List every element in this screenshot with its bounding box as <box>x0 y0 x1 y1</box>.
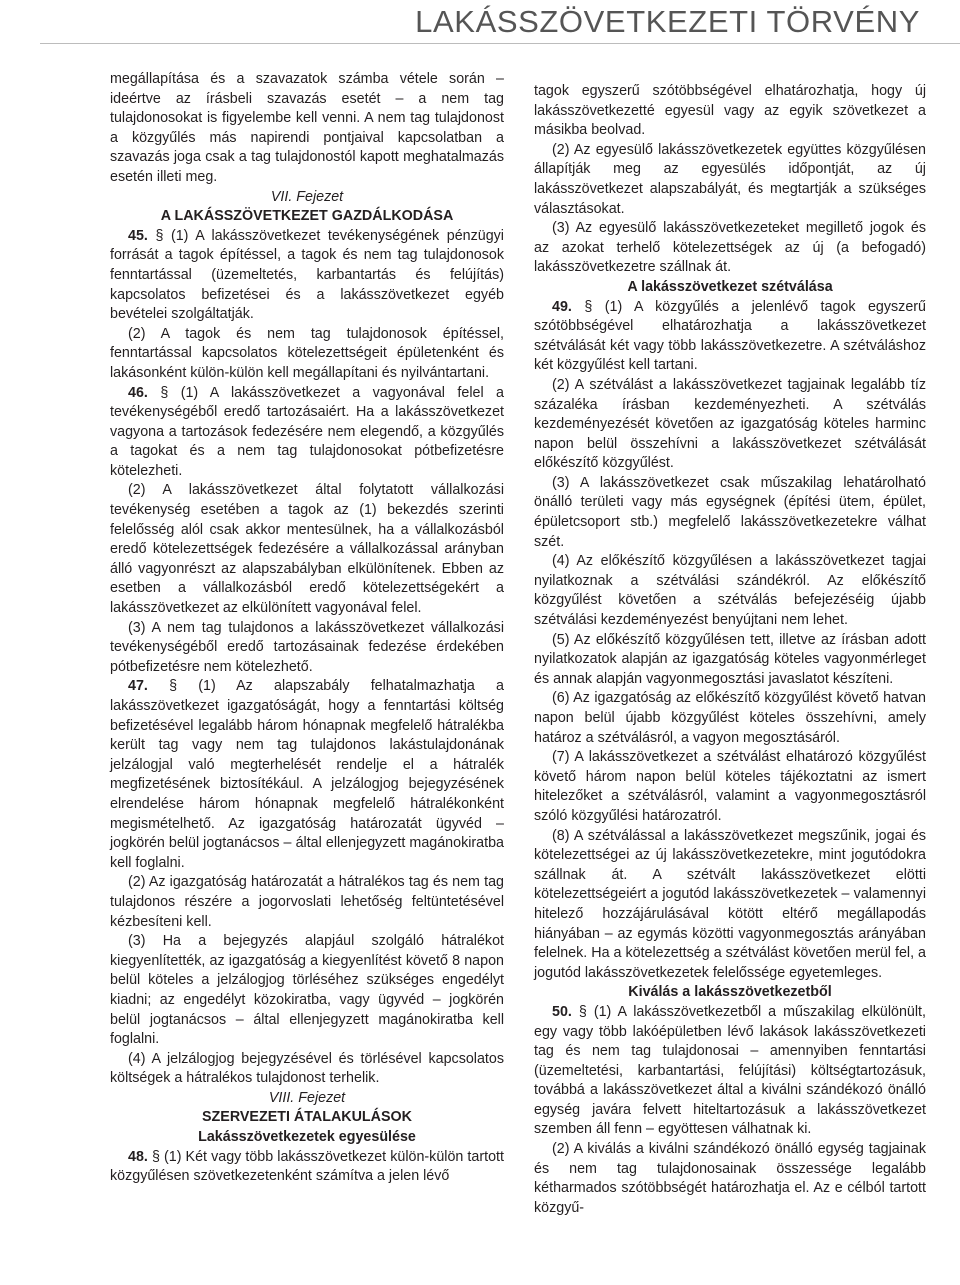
subheading: A lakásszövetkezet szétválása <box>627 278 833 295</box>
chapter-heading: VII. Fejezet <box>270 188 344 205</box>
section-number: 45. <box>128 227 148 244</box>
paragraph: (2) A szétválást a lakásszövetkezet tagjainak legalább tíz százaléka írásban kezdeményezheti. A szétválás kezdeményezését követően az igazgatóság köteles harminc napon belül összehívni a lakásszövetkezet szétválását előkészítő közgyűlést. <box>534 376 926 472</box>
paragraph: megállapítása és a szavazatok számba vétele során – ideértve az írásbeli szavazás esetét – a nem tag tulajdonosokat is figyelembe kell venni. A nem tag tulajdonost a közgyűlés más napirendi pontjaival kapcsolatban a szavazás joga csak a tag tulajdonostól kapott meghatalmazás esetén illeti meg. <box>110 71 504 185</box>
chapter-title: A LAKÁSSZÖVETKEZET GAZDÁLKODÁSA <box>160 208 454 225</box>
right-column <box>534 82 926 1218</box>
paragraph: (4) Az előkészítő közgyűlésen a lakásszövetkezet tagjai nyilatkoznak a szétválási szándékról. Az előkészítő közgyűlést követően a szétválás befejezéséig újabb szétválási kezdeményezést benyújtani nem lehet. <box>534 553 926 629</box>
paragraph: tagok egyszerű szótöbbségével elhatározhatja, hogy új lakásszövetkezetté egyesül vagy az egyik szövetkezet a másikba beolvad. <box>534 83 926 139</box>
paragraph: (2) A lakásszövetkezet által folytatott vállalkozási tevékenység esetében a tagok az (1) bekezdés szerinti felelősség alól csak akkor mentesülnek, ha a vállalkozásból eredő kötelezettségek fedezésére a vállalkozással arányban álló vagyonrészt az alapszabályban elkülönítenek. Ebben az esetben a vállalkozásból eredő kötelezettségekért a lakásszövetkezet az elkülönített vagyonával felel. <box>110 482 504 617</box>
section-45 <box>110 227 504 325</box>
paragraph: § (1) A lakásszövetkezetből a műszakilag elkülönült, egy vagy több lakóépületben lévő lakások lakásszövetkezeti tag és nem tag tulajdonosai – amennyiben fenntartási (üzemeltetési, karbantartási, felújítási) költségtartozásuk, továbbá a lakásszövetkezet által a kiválni szándékozó önálló egység javára felvett hiteltartozásuk a lakásszövetkezet szemben áll fenn – egyöttesen válhatnak ki. <box>534 1003 926 1138</box>
paragraph: § (1) A lakásszövetkezet tevékenységének pénzügyi forrását a tagok építéssel, a tagok és nem tag tulajdonosok fenntartással (üzemeltetés, karbantartás és felújítás) kapcsolatos befizetései és a lakásszövetkezet egyéb bevételei szolgáltatják. <box>110 227 504 323</box>
section-48 <box>110 1148 504 1187</box>
paragraph: (5) Az előkészítő közgyűlésen tett, illetve az írásban adott nyilatkozatok alapján az igazgatóság köteles vagyonmérleget és annak alapján vagyonmegosztási javaslatot készíteni. <box>534 631 926 687</box>
section-number: 50. <box>552 1003 572 1020</box>
paragraph: (3) A lakásszövetkezet csak műszakilag lehatárolható önálló területi vagy más egységnek (építési ütem, épület, épületcsoport stb.) megfelelő lakásszövetkezetekre válhat szét. <box>534 474 926 550</box>
paragraph: § (1) A közgyűlés a jelenlévő tagok egyszerű szótöbbségével elhatározhatja a lakásszövetkezet szétválását két vagy több lakásszövetkezetre. A szétváláshoz két közgyűlést kell tartani. <box>534 298 926 374</box>
paragraph: (6) Az igazgatóság az előkészítő közgyűlést követő hatvan napon belül újabb közgyűlést köteles összehívni, amely határoz a szétválásról, a vagyon megosztásáról. <box>534 690 926 746</box>
section-47 <box>110 677 504 873</box>
paragraph: § (1) Két vagy több lakásszövetkezet külön-külön tartott közgyűlésen szövetkezetenként számítva a jelen lévő <box>110 1148 504 1185</box>
section-50 <box>534 1003 926 1140</box>
paragraph: (2) A tagok és nem tag tulajdonosok építéssel, fenntartással kapcsolatos kötelezettségeit épületenként és lakásonként külön-külön kell megállapítani és nyilvántartani. <box>110 325 504 381</box>
paragraph: (2) Az egyesülő lakásszövetkezetek együttes közgyűlésen állapítják meg az egyesülés időpontját, az új lakásszövetkezet alapszabályát, és megtartják a szükséges választásokat. <box>534 141 926 217</box>
left-column <box>110 70 504 1187</box>
section-49 <box>534 298 926 376</box>
paragraph: (3) A nem tag tulajdonos a lakásszövetkezet vállalkozási tevékenységéből eredő tartozásainak fedezése érdekében pótbefizetésre nem kötelezhető. <box>110 619 504 675</box>
chapter-heading: VIII. Fejezet <box>268 1089 346 1106</box>
chapter-title: SZERVEZETI ÁTALAKULÁSOK <box>202 1109 412 1126</box>
section-number: 49. <box>552 298 572 315</box>
paragraph: (7) A lakásszövetkezet a szétválást elhatározó közgyűlést követő három napon belül köteles tájékoztatni az ismert hitelezőket a szétválásról, valamint a vagyonmegosztásról szóló közgyűlési határozatról. <box>534 749 926 824</box>
paragraph: (8) A szétválással a lakásszövetkezet megszűnik, jogai és kötelezettségei az új lakásszövetkezetekre, mint jogutódokra szállnak át. A szétvált lakásszövetkezet elötti kötelezettségeiért a jogutód lakásszövetkezetek – valamennyi hitelező hozzájárulásával kötött eltérő megállapodás hiányában – az egymás közötti vagyonmegosztás arányában felelnek. Ha a kötelezettség a szétválást követően merül fel, a jogutód lakásszövetkezetek felelőssége egyetemleges. <box>534 827 926 981</box>
paragraph: (2) A kiválás a kiválni szándékozó önálló egység tagjainak és nem tag tulajdonosainak összessége legalább kétharmados szótöbbségét határozhatja el. Az e célból tartott közgyű- <box>534 1141 926 1216</box>
subheading: Lakásszövetkezetek egyesülése <box>198 1129 416 1146</box>
section-number: 46. <box>128 384 148 401</box>
paragraph: § (1) Az alapszabály felhatalmazhatja a lakásszövetkezet igazgatóságát, hogy a fenntartási költség befizetésével legalább három hónapnak megfelelő hátralékba került tag vagy nem tag tulajdonos lakástulajdonának jelzálogjal való megterhelését rendelje el a hátralék megfizetésének biztosítékául. A jelzálogjog bejegyzésének elrendelése három hónapnak megfelelő hátralékonként megismételhető. Az igazgatóság határozatát ügyvéd – jogkörén belül jogtanácsos – által ellenjegyzett magánokiratba kell foglalni. <box>110 678 504 871</box>
paragraph: (3) Az egyesülő lakásszövetkezeteket megillető jogok és az azokat terhelő kötelezettségek az új (a befogadó) lakásszövetkezetre szállnak át. <box>534 220 926 276</box>
paragraph: (2) Az igazgatóság határozatát a hátralékos tag és nem tag tulajdonos részére a jogorvoslati lehetőség feltüntetésével kézbesíteni kell. <box>110 874 504 930</box>
section-number: 48. <box>128 1148 148 1165</box>
header-rule <box>40 43 960 44</box>
paragraph: § (1) A lakásszövetkezet a vagyonával felel a tevékenységéből eredő tartozásaiért. Ha a lakásszövetkezet vagyona a tartozások fedezésére nem elegendő, a közgyűlés a tagokat és a nem tag tulajdonosokat pótbefizetésre kötelezheti. <box>110 384 504 479</box>
section-46 <box>110 384 504 482</box>
paragraph: (3) Ha a bejegyzés alapjául szolgáló hátralékot kiegyenlítették, az igazgatóság a kiegyenlítést követő 8 napon belül köteles a jelzálogjog törléséhez szükséges engedélyt kiadni; az engedélyt közokiratba, vagy ügyvéd – jogkörén belül jogtanácsos – által ellenjegyzett magánokiratba kell foglalni. <box>110 933 504 1048</box>
paragraph: (4) A jelzálogjog bejegyzésével és törlésével kapcsolatos költségek a hátralékos tulajdonost terhelik. <box>110 1050 504 1087</box>
running-header-title: LAKÁSSZÖVETKEZETI TÖRVÉNY <box>415 4 920 39</box>
subheading: Kiválás a lakásszövetkezetből <box>628 984 832 1001</box>
section-number: 47. <box>128 678 148 695</box>
running-header <box>0 0 960 44</box>
